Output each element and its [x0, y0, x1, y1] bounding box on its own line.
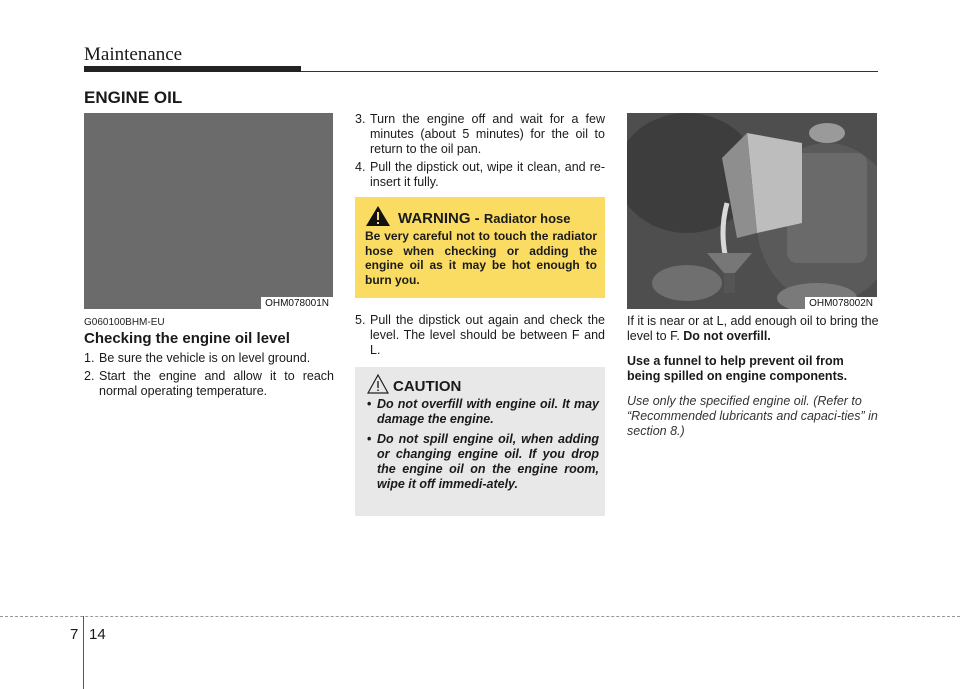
steps-list-col2 [355, 112, 605, 193]
warning-icon [365, 205, 391, 227]
caution-list [365, 397, 599, 497]
caution-item: • Do not overfill with engine oil. It may damage the engine. [367, 397, 599, 426]
figure-label: OHM078002N [805, 297, 877, 309]
caution-icon [367, 374, 389, 394]
subheading: Checking the engine oil level [84, 330, 290, 347]
caution-box [355, 367, 605, 516]
dipstick-figure [84, 113, 333, 309]
step-item: 1. Be sure the vehicle is on level ground. [84, 351, 311, 365]
footer-vertical-rule [83, 616, 84, 689]
section-title: ENGINE OIL [84, 88, 183, 107]
reference-code: G060100BHM-EU [84, 317, 165, 328]
header-bar [84, 66, 301, 72]
step-5 [355, 313, 605, 361]
page-number: 14 [89, 626, 106, 643]
steps-list-col1 [84, 351, 334, 402]
funnel-paragraph: Use a funnel to help prevent oil from being spilled on engine components. [627, 354, 848, 383]
header-title: Maintenance [84, 44, 183, 65]
engine-illustration [627, 113, 877, 309]
step-item: 3. Turn the engine off and wait for a few minutes (about 5 minutes) for the oil to return to the oil pan. [355, 112, 605, 156]
specified-oil-note: Use only the specified engine oil. (Refer to “Recommended lubricants and capaci-ties” in section 8.) [627, 394, 878, 438]
figure-label: OHM078001N [261, 297, 333, 309]
step-item: 4. Pull the dipstick out, wipe it clean, and re-insert it fully. [355, 160, 605, 189]
caution-item: • Do not spill engine oil, when adding or changing engine oil. If you drop the engine oil on the engine room, wipe it off immedi-ately. [367, 432, 599, 491]
warning-text: Be very careful not to touch the radiator hose when checking or adding the engine oil as it may be hot enough to burn you. [365, 229, 597, 287]
chapter-number: 7 [70, 626, 79, 643]
engine-oil-fill-figure [627, 113, 877, 309]
fill-paragraph: If it is near or at L, add enough oil to bring the level to F. Do not overfill. [627, 314, 879, 343]
header-rule [301, 71, 878, 72]
footer-dashed-rule [0, 616, 960, 617]
caution-title: CAUTION [393, 378, 462, 395]
step-item: 5. Pull the dipstick out again and check the level. The level should be between F and L. [355, 313, 605, 357]
warning-title: WARNING - Radiator hose [398, 210, 571, 227]
warning-box [355, 197, 605, 298]
step-item: 2. Start the engine and allow it to reach normal operating temperature. [84, 369, 334, 398]
column3-text [627, 314, 879, 449]
